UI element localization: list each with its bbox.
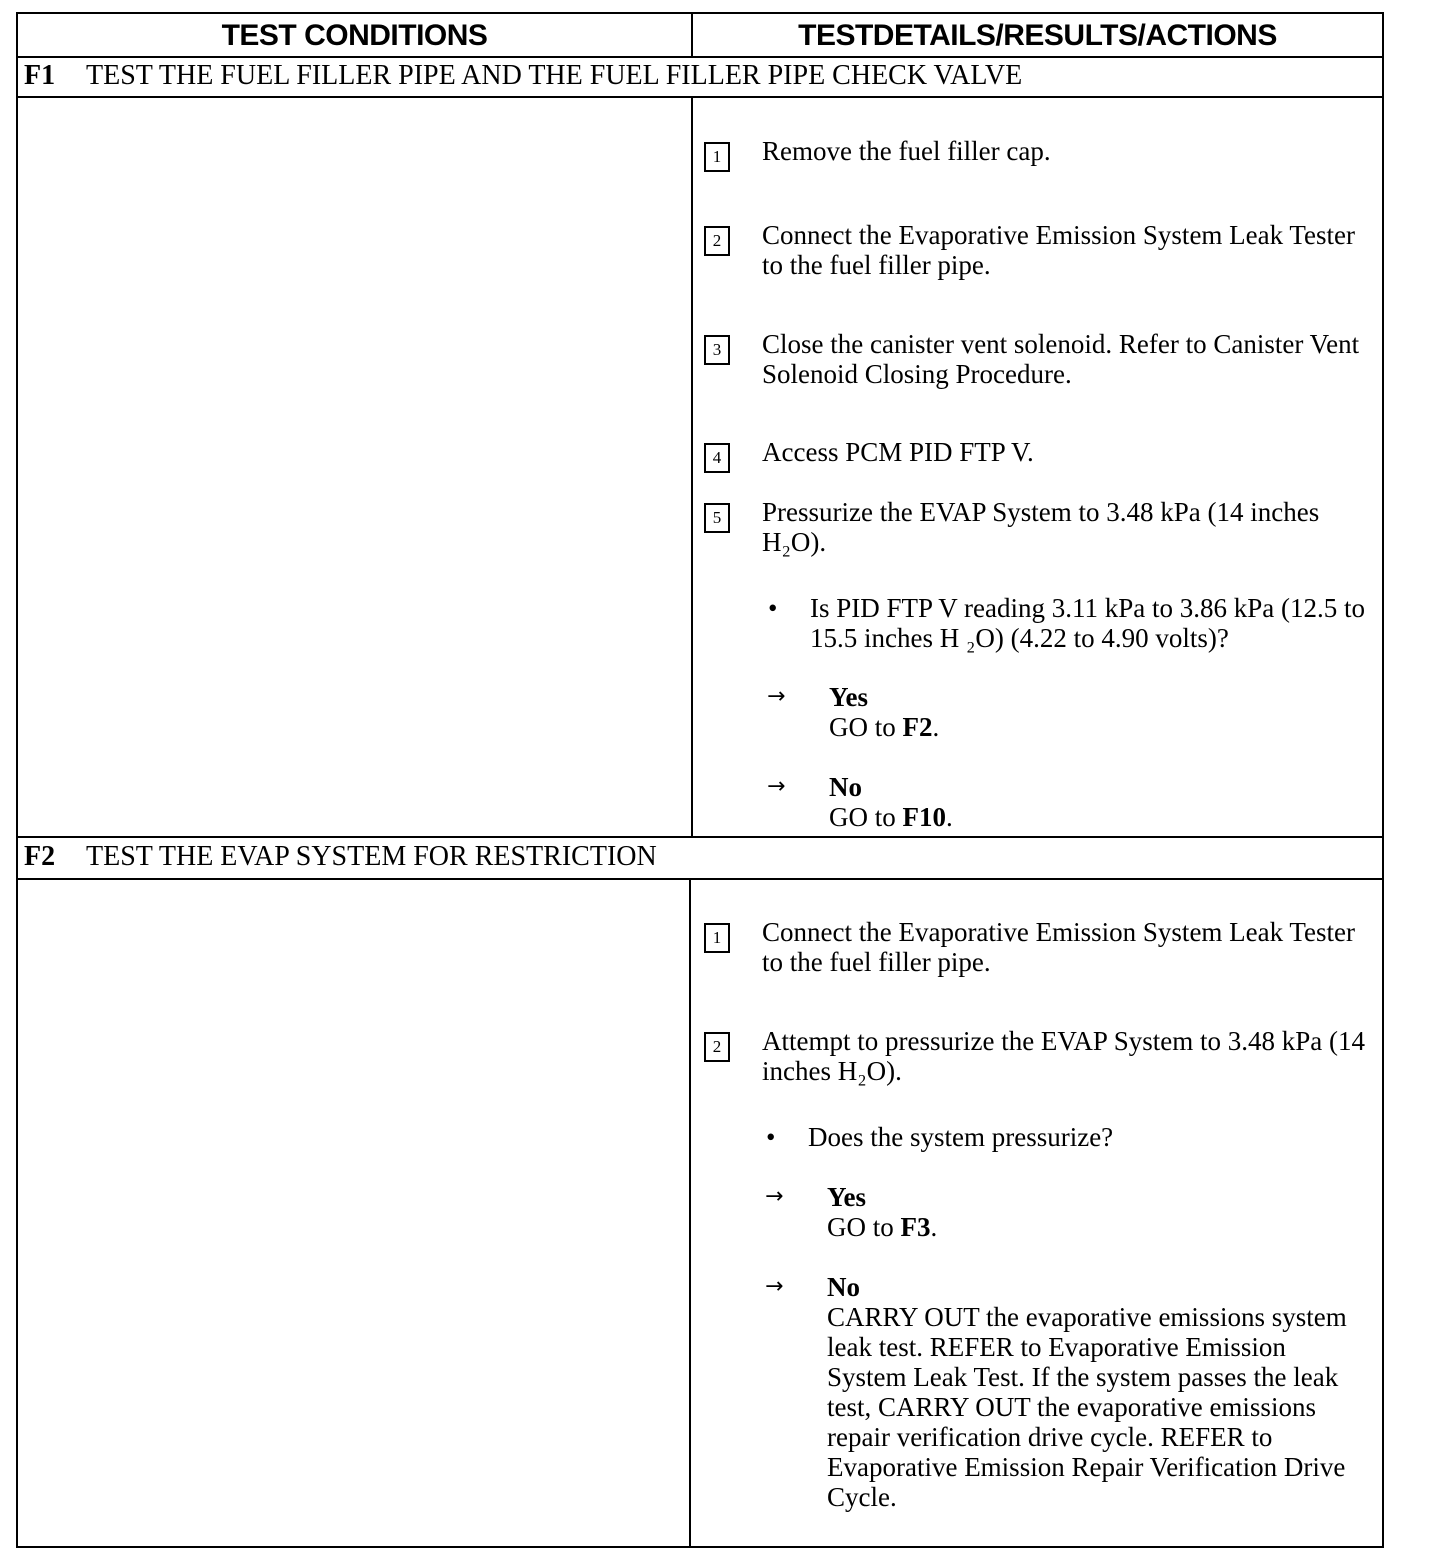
step-text: Connect the Evaporative Emission System Leak Tester to the fuel filler pipe. [762, 220, 1355, 280]
step-number-box: 3 [704, 335, 730, 365]
goto-target[interactable]: F10 [902, 802, 946, 832]
f1-bottom-divider [16, 836, 1384, 838]
answer-label: No [829, 772, 862, 802]
arrow-right-icon: → [767, 684, 786, 709]
header-test-details: TESTDETAILS/RESULTS/ACTIONS [798, 19, 1277, 52]
section-title-text: TEST THE FUEL FILLER PIPE AND THE FUEL FILLER PIPE CHECK VALVE [86, 60, 1023, 91]
answer-action: CARRY OUT the evaporative emissions system leak test. REFER to Evaporative Emission System Leak Test. If the system passes the leak test, CARRY OUT the evaporative emissions repair verification drive cycle. REFER to Evaporative Emission Repair Verification Drive Cycle. [827, 1302, 1347, 1512]
question-text: Does the system pressurize? [808, 1122, 1114, 1152]
step-number-box: 1 [704, 142, 730, 172]
answer-action: GO to F3. [827, 1212, 938, 1242]
step-number-box: 4 [704, 443, 730, 473]
arrow-right-icon: → [767, 774, 786, 799]
answer-action: GO to F10. [829, 802, 953, 832]
arrow-right-icon: → [765, 1274, 784, 1299]
step-text: Remove the fuel filler cap. [762, 136, 1051, 166]
question-text: Is PID FTP V reading 3.11 kPa to 3.86 kPa (12.5 to 15.5 inches H ₂O) (4.22 to 4.90 volts)? [810, 593, 1366, 653]
goto-target[interactable]: F2 [902, 712, 933, 742]
bullet-icon: • [768, 593, 778, 623]
f2-title-divider [16, 878, 1384, 880]
step-text: Attempt to pressurize the EVAP System to 3.48 kPa (14 inches H₂O). [762, 1026, 1365, 1086]
section-title-text: TEST THE EVAP SYSTEM FOR RESTRICTION [86, 841, 657, 872]
step-number-box: 1 [704, 923, 730, 953]
section-title-f1 [24, 60, 1022, 92]
step-number-box: 5 [704, 503, 730, 533]
header-test-conditions: TEST CONDITIONS [221, 19, 488, 52]
f1-title-divider [16, 96, 1384, 98]
answer-label: Yes [829, 682, 868, 712]
step-number-box: 2 [704, 1032, 730, 1062]
section-id: F2 [24, 841, 56, 872]
answer-action: GO to F2. [829, 712, 940, 742]
step-text: Connect the Evaporative Emission System Leak Tester to the fuel filler pipe. [762, 917, 1355, 977]
step-number-box: 2 [704, 226, 730, 256]
header-divider [16, 56, 1384, 58]
step-text: Access PCM PID FTP V. [762, 437, 1034, 467]
bullet-icon: • [766, 1122, 776, 1152]
section-id: F1 [24, 60, 56, 91]
answer-label: No [827, 1272, 860, 1302]
column-divider-f2 [689, 878, 691, 1548]
step-text: Close the canister vent solenoid. Refer to Canister Vent Solenoid Closing Procedure. [762, 329, 1360, 389]
goto-target[interactable]: F3 [900, 1212, 931, 1242]
step-text: Pressurize the EVAP System to 3.48 kPa (14 inches H₂O). [762, 497, 1320, 557]
section-title-f2 [24, 841, 657, 873]
arrow-right-icon: → [765, 1184, 784, 1209]
answer-label: Yes [827, 1182, 866, 1212]
column-divider-f1 [691, 96, 693, 838]
